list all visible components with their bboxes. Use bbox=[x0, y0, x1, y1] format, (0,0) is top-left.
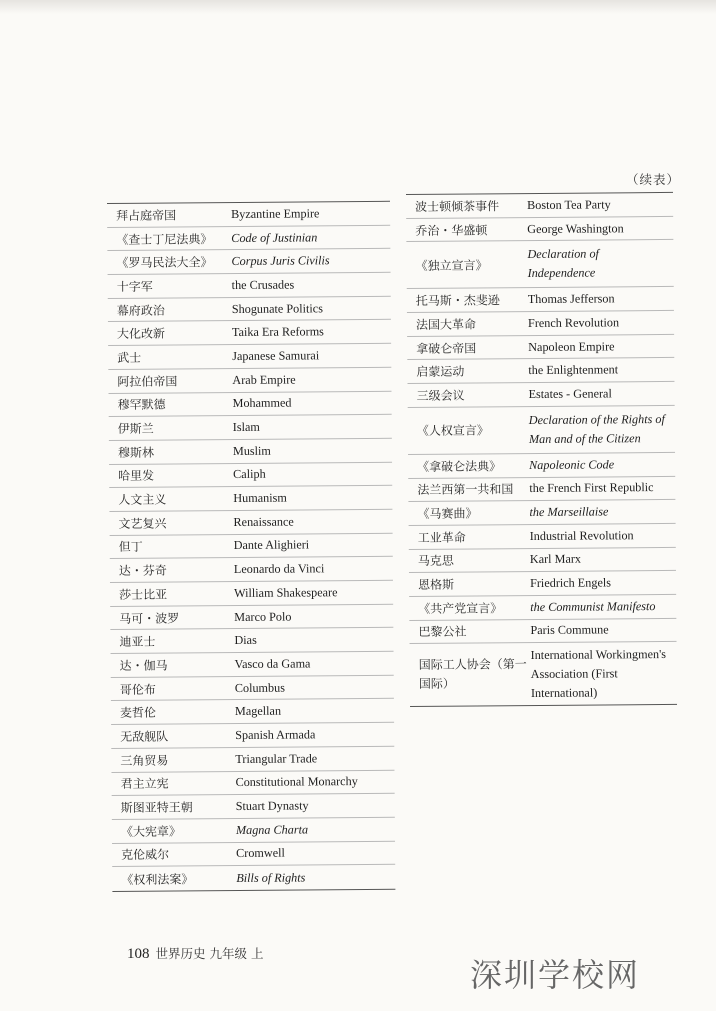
chinese-term: 马克思 bbox=[417, 554, 454, 569]
glossary-table-left bbox=[107, 201, 395, 892]
table-row bbox=[408, 406, 675, 455]
english-term: Thomas Jefferson bbox=[527, 291, 615, 307]
chinese-term: 马可・波罗 bbox=[119, 610, 180, 626]
table-row bbox=[109, 462, 392, 488]
english-term: Marco Polo bbox=[234, 609, 292, 624]
table-row bbox=[108, 391, 391, 417]
table-row bbox=[110, 604, 393, 630]
table-row bbox=[112, 865, 395, 891]
table-row bbox=[110, 533, 393, 559]
table-row bbox=[107, 202, 390, 228]
watermark: 深圳学校网 bbox=[469, 956, 640, 994]
table-row bbox=[409, 595, 676, 621]
table-row bbox=[111, 770, 394, 796]
table-row bbox=[407, 335, 674, 361]
english-term: Friedrich Engels bbox=[530, 575, 612, 591]
continued-label: （续表） bbox=[626, 172, 681, 187]
english-term: Industrial Revolution bbox=[529, 527, 634, 543]
english-term: Declaration of Independence bbox=[527, 246, 599, 281]
chinese-term: 迪亚士 bbox=[119, 634, 156, 650]
english-term: Paris Commune bbox=[530, 622, 609, 638]
chinese-term: 麦哲伦 bbox=[119, 705, 157, 721]
english-term: Bills of Rights bbox=[236, 870, 306, 885]
chinese-term: 乔治・华盛顿 bbox=[415, 222, 488, 238]
glossary-table-right bbox=[406, 192, 677, 707]
page-footer bbox=[127, 944, 263, 963]
english-term: Magna Charta bbox=[235, 822, 309, 837]
table-row bbox=[111, 723, 394, 749]
table-row bbox=[409, 547, 676, 573]
english-term: Vasco da Gama bbox=[234, 656, 311, 671]
chinese-term: 无敌舰队 bbox=[120, 729, 169, 744]
table-row bbox=[107, 249, 390, 275]
chinese-term: 《共产党宣言》 bbox=[418, 601, 503, 616]
chinese-term: 《人权宣言》 bbox=[416, 423, 489, 439]
chinese-term: 三角贸易 bbox=[120, 753, 169, 768]
table-row bbox=[408, 500, 675, 526]
chinese-term: 《大宪章》 bbox=[120, 824, 182, 839]
chinese-term: 文艺复兴 bbox=[118, 516, 167, 531]
english-term: the Crusades bbox=[231, 277, 295, 292]
chinese-term: 拜占庭帝国 bbox=[116, 208, 177, 223]
chinese-term: 《罗马民法大全》 bbox=[116, 255, 213, 271]
table-row bbox=[109, 415, 392, 441]
chinese-term: 莎士比亚 bbox=[119, 587, 168, 602]
table-row bbox=[111, 747, 394, 773]
english-term: Muslim bbox=[232, 443, 271, 458]
table-row bbox=[408, 476, 675, 502]
english-term: the Enlightenment bbox=[528, 362, 619, 378]
english-term: Islam bbox=[232, 419, 260, 435]
chinese-term: 三级会议 bbox=[416, 388, 465, 403]
english-term: Dias bbox=[234, 633, 257, 648]
chinese-term: 法兰西第一共和国 bbox=[417, 482, 514, 498]
english-term: Arab Empire bbox=[232, 372, 296, 387]
english-term: Karl Marx bbox=[529, 552, 582, 567]
table-row bbox=[108, 344, 391, 370]
table-row bbox=[407, 287, 674, 313]
english-term: the French First Republic bbox=[529, 480, 654, 496]
table-row bbox=[111, 652, 394, 678]
table-row bbox=[108, 273, 391, 299]
table-row bbox=[109, 510, 392, 536]
chinese-term: 人文主义 bbox=[118, 492, 167, 508]
english-term: the Communist Manifesto bbox=[530, 598, 656, 614]
page-number: 108 bbox=[127, 946, 150, 962]
table-row bbox=[112, 841, 395, 867]
chinese-term: 《拿破仑法典》 bbox=[417, 458, 502, 474]
chinese-term: 巴黎公社 bbox=[418, 625, 467, 640]
chinese-term: 哈里发 bbox=[118, 469, 155, 484]
english-term: International Workingmen's Association (First International) bbox=[530, 646, 667, 700]
chinese-term: 克伦威尔 bbox=[121, 847, 170, 863]
english-term: Stuart Dynasty bbox=[235, 798, 309, 814]
english-term: Mohammed bbox=[232, 395, 292, 411]
table-row bbox=[112, 818, 395, 844]
table-row bbox=[408, 453, 675, 479]
table-row bbox=[409, 619, 676, 645]
english-term: Cromwell bbox=[236, 846, 285, 861]
english-term: Caliph bbox=[233, 467, 266, 482]
chinese-term: 托马斯・杰斐逊 bbox=[415, 293, 500, 309]
english-term: Columbus bbox=[234, 680, 285, 695]
english-term: Renaissance bbox=[233, 514, 294, 529]
table-row bbox=[108, 368, 391, 394]
book-title: 世界历史 九年级 上 bbox=[155, 946, 264, 961]
table-row bbox=[107, 225, 390, 251]
english-term: Napoleonic Code bbox=[529, 457, 615, 472]
table-row bbox=[108, 320, 391, 346]
english-term: Constitutional Monarchy bbox=[235, 774, 358, 790]
table-row bbox=[111, 676, 394, 702]
chinese-term: 伊斯兰 bbox=[117, 421, 154, 436]
table-row bbox=[407, 358, 674, 384]
chinese-term: 工业革命 bbox=[417, 530, 466, 545]
chinese-term: 幕府政治 bbox=[116, 303, 165, 318]
english-term: Napoleon Empire bbox=[528, 338, 615, 354]
table-row bbox=[110, 557, 393, 583]
table-row bbox=[108, 297, 391, 323]
english-term: George Washington bbox=[527, 220, 624, 236]
table-row bbox=[109, 439, 392, 465]
english-term: Japanese Samurai bbox=[232, 348, 320, 363]
table-row bbox=[110, 628, 393, 654]
chinese-term: 波士顿倾茶事件 bbox=[415, 199, 500, 214]
english-term: Boston Tea Party bbox=[527, 197, 611, 212]
english-term: Corpus Juris Civilis bbox=[231, 253, 330, 269]
chinese-term: 君主立宪 bbox=[120, 776, 169, 792]
chinese-term: 武士 bbox=[117, 350, 142, 365]
english-term: Estates - General bbox=[528, 386, 612, 402]
chinese-term: 大化改新 bbox=[116, 326, 166, 342]
table-row bbox=[110, 581, 393, 607]
table-row bbox=[410, 642, 677, 706]
chinese-term: 斯图亚特王朝 bbox=[120, 800, 193, 815]
chinese-term: 达・伽马 bbox=[119, 658, 168, 673]
page-top-shadow bbox=[0, 0, 716, 14]
chinese-term: 穆斯林 bbox=[117, 445, 155, 460]
chinese-term: 《权利法案》 bbox=[121, 871, 194, 887]
table-row bbox=[409, 571, 676, 597]
english-term: Humanism bbox=[233, 490, 287, 506]
table-row bbox=[112, 794, 395, 820]
chinese-term: 阿拉伯帝国 bbox=[117, 374, 178, 389]
chinese-term: 《马赛曲》 bbox=[417, 506, 478, 521]
table-row bbox=[406, 217, 673, 243]
english-term: Spanish Armada bbox=[235, 727, 316, 742]
chinese-term: 《独立宣言》 bbox=[415, 258, 488, 273]
table-row bbox=[109, 486, 392, 512]
table-row bbox=[407, 311, 674, 337]
chinese-term: 拿破仑帝国 bbox=[416, 341, 477, 356]
english-term: Triangular Trade bbox=[235, 751, 318, 766]
english-term: the Marseillaise bbox=[529, 504, 609, 520]
chinese-term: 但丁 bbox=[118, 540, 143, 555]
chinese-term: 十字军 bbox=[116, 279, 153, 294]
table-row bbox=[406, 240, 673, 289]
english-term: French Revolution bbox=[527, 315, 620, 330]
chinese-term: 《查士丁尼法典》 bbox=[116, 231, 213, 247]
chinese-term: 法国大革命 bbox=[415, 317, 477, 332]
english-term: Taika Era Reforms bbox=[231, 324, 324, 340]
chinese-term: 达・芬奇 bbox=[118, 563, 167, 579]
chinese-term: 国际工人协会（第一国际） bbox=[418, 657, 527, 692]
english-term: Shogunate Politics bbox=[231, 300, 323, 316]
chinese-term: 哥伦布 bbox=[119, 682, 156, 697]
table-row bbox=[409, 524, 676, 550]
english-term: Declaration of the Rights of Man and of the Citizen bbox=[528, 411, 665, 446]
english-term: Code of Justinian bbox=[231, 229, 318, 245]
english-term: William Shakespeare bbox=[234, 585, 338, 600]
chinese-term: 恩格斯 bbox=[418, 577, 455, 593]
english-term: Dante Alighieri bbox=[233, 537, 310, 553]
chinese-term: 启蒙运动 bbox=[416, 364, 465, 380]
english-term: Byzantine Empire bbox=[231, 206, 320, 221]
table-row bbox=[111, 699, 394, 725]
table-row bbox=[407, 382, 674, 408]
english-term: Leonardo da Vinci bbox=[233, 561, 325, 577]
table-row bbox=[406, 193, 673, 219]
chinese-term: 穆罕默德 bbox=[117, 397, 166, 413]
english-term: Magellan bbox=[234, 703, 282, 719]
